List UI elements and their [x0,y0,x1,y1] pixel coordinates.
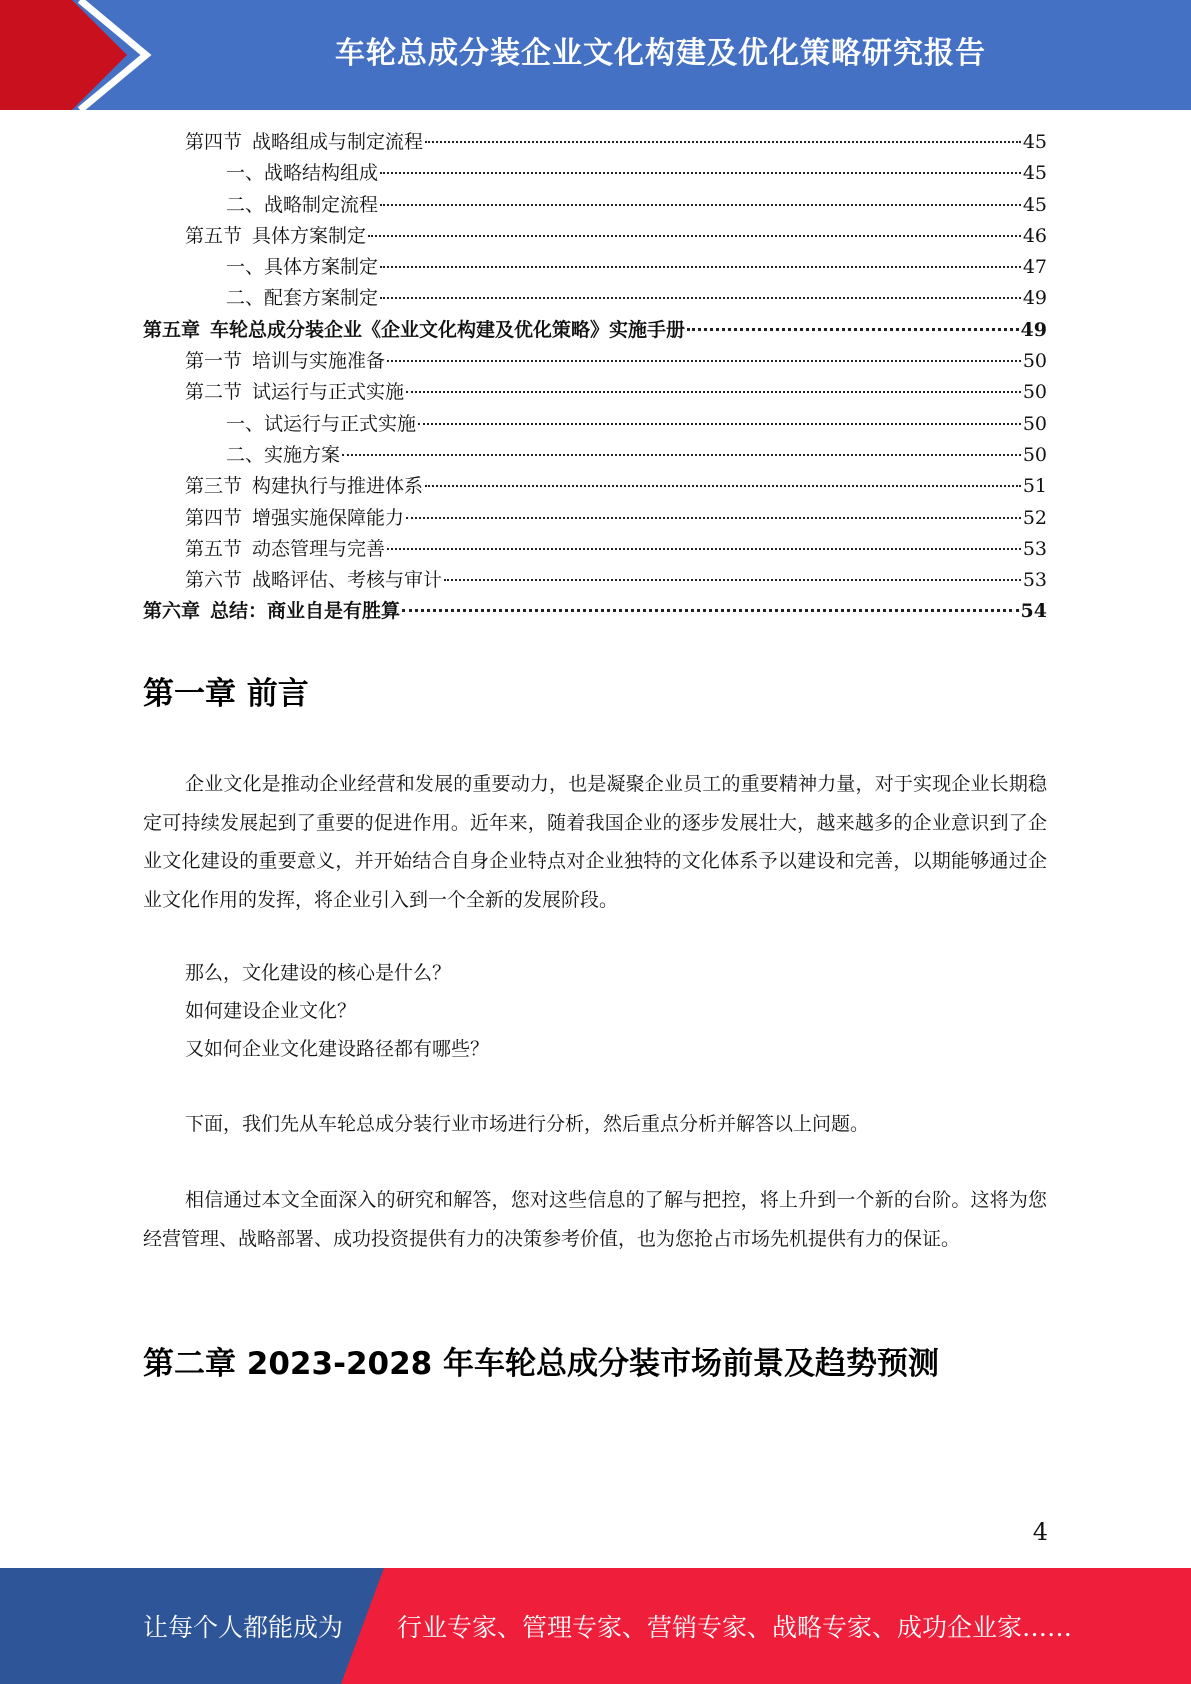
toc-dot-leader [425,141,1021,143]
toc-entry[interactable] [143,377,1047,408]
toc-entry[interactable] [143,315,1047,346]
toc-dot-leader [368,235,1021,237]
toc-entry-title: 战略组成与制定流程 [252,131,424,153]
question-2: 如何建设企业文化？ [185,1000,357,1022]
toc-entry-page: 45 [1022,193,1047,216]
closing-paragraph: 相信通过本文全面深入的研究和解答，您对这些信息的了解与把控，将上升到一个新的台阶。这将为您经营管理、战略部署、成功投资提供有力的决策参考价值，也为您抢占市场先机提供有力的保证。 [143,1189,1047,1250]
toc-dot-leader [425,485,1021,487]
toc-dot-leader [387,548,1021,550]
chapter-heading-2: 第二章 2023-2028 年车轮总成分装市场前景及趋势预测 [143,1346,940,1382]
toc-entry-title: 一、试运行与正式实施 [226,412,417,435]
toc-entry-page: 51 [1022,475,1047,498]
toc-dot-leader [406,391,1021,393]
toc-entry-title: 二、实施方案 [226,443,341,466]
toc-entry[interactable] [143,471,1047,502]
toc-entry-number: 第三节 [185,475,243,498]
toc-entry-number: 第一节 [185,350,243,373]
toc-entry-title: 培训与实施准备 [252,350,386,373]
toc-entry-title: 车轮总成分装企业《企业文化构建及优化策略》实施手册 [210,318,686,341]
toc-entry[interactable] [143,440,1047,471]
toc-entry[interactable] [143,158,1047,189]
toc-entry-title: 二、配套方案制定 [226,287,379,310]
footer-slogan-left: 让每个人都能成为 [143,1613,344,1642]
page-header [0,0,1191,110]
toc-entry-number: 第五节 [185,537,243,560]
toc-entry[interactable] [143,503,1047,534]
toc-entry-number: 第六章 [143,600,201,623]
toc-entry-page: 53 [1022,537,1047,560]
toc-entry[interactable] [143,221,1047,252]
toc-entry-page: 45 [1022,131,1047,153]
toc-entry-number: 第五节 [185,224,243,247]
toc-entry-title: 构建执行与推进体系 [252,475,424,498]
toc-entry[interactable] [143,252,1047,283]
toc-dot-leader [380,172,1021,174]
toc-entry-title: 增强实施保障能力 [252,506,405,529]
toc-dot-leader [380,266,1021,268]
toc-entry[interactable] [143,565,1047,596]
table-of-contents [143,127,1047,628]
toc-entry-number: 第五章 [143,318,201,341]
toc-entry-page: 46 [1022,224,1047,247]
toc-entry[interactable] [143,283,1047,314]
toc-entry-page: 53 [1022,569,1047,592]
toc-dot-leader [406,517,1021,519]
toc-entry-title: 一、具体方案制定 [226,256,379,279]
toc-dot-leader [418,423,1021,425]
toc-entry[interactable] [143,127,1047,158]
toc-dot-leader [342,454,1021,456]
toc-entry-title: 试运行与正式实施 [252,381,405,404]
toc-dot-leader [387,360,1021,362]
toc-entry-number: 第四节 [185,131,243,153]
toc-entry[interactable] [143,534,1047,565]
toc-entry-page: 50 [1022,381,1047,404]
toc-entry-title: 具体方案制定 [252,224,367,247]
toc-entry[interactable] [143,596,1047,627]
page-footer [0,1568,1191,1684]
toc-entry-page: 54 [1020,600,1047,623]
toc-entry-page: 52 [1022,506,1047,529]
toc-entry-number: 第二节 [185,381,243,404]
question-3: 又如何企业文化建设路径都有哪些？ [185,1038,490,1060]
toc-entry-page: 49 [1022,287,1047,310]
intro-paragraph: 企业文化是推动企业经营和发展的重要动力，也是凝聚企业员工的重要精神力量，对于实现企业长期稳定可持续发展起到了重要的促进作用。近年来，随着我国企业的逐步发展壮大，越来越多的企业意识到了企业文化建设的重要意义，并开始结合自身企业特点对企业独特的文化体系予以建设和完善，以期能够通过企业文化作用的发挥，将企业引入到一个全新的发展阶段。 [143,773,1047,911]
footer-slogan-right: 行业专家、管理专家、营销专家、战略专家、成功企业家…… [397,1613,1073,1642]
toc-entry[interactable] [143,346,1047,377]
toc-entry-title: 动态管理与完善 [252,537,386,560]
toc-dot-leader [402,609,1019,612]
toc-dot-leader [380,297,1021,299]
toc-entry-page: 50 [1022,350,1047,373]
toc-entry-number: 第四节 [185,506,243,529]
chapter-heading-1: 第一章 前言 [143,676,309,712]
toc-dot-leader [380,204,1021,206]
toc-entry-title: 战略评估、考核与审计 [252,569,443,592]
toc-entry[interactable] [143,190,1047,221]
toc-entry-number: 第六节 [185,569,243,592]
toc-dot-leader [444,579,1021,581]
toc-entry-title: 一、战略结构组成 [226,162,379,185]
analysis-paragraph: 下面，我们先从车轮总成分装行业市场进行分析，然后重点分析并解答以上问题。 [185,1113,870,1135]
question-1: 那么，文化建设的核心是什么？ [185,962,452,984]
toc-entry-page: 50 [1022,443,1047,466]
toc-entry-title: 总结：商业自是有胜算 [210,600,401,623]
toc-entry-page: 49 [1020,318,1047,341]
toc-entry-title: 二、战略制定流程 [226,193,379,216]
toc-entry-page: 47 [1022,256,1047,279]
report-title: 车轮总成分装企业文化构建及优化策略研究报告 [335,36,986,71]
toc-entry-page: 45 [1022,162,1047,185]
toc-dot-leader [687,328,1019,331]
page-number: 4 [1032,1518,1048,1546]
toc-entry-page: 50 [1022,412,1047,435]
toc-entry[interactable] [143,409,1047,440]
